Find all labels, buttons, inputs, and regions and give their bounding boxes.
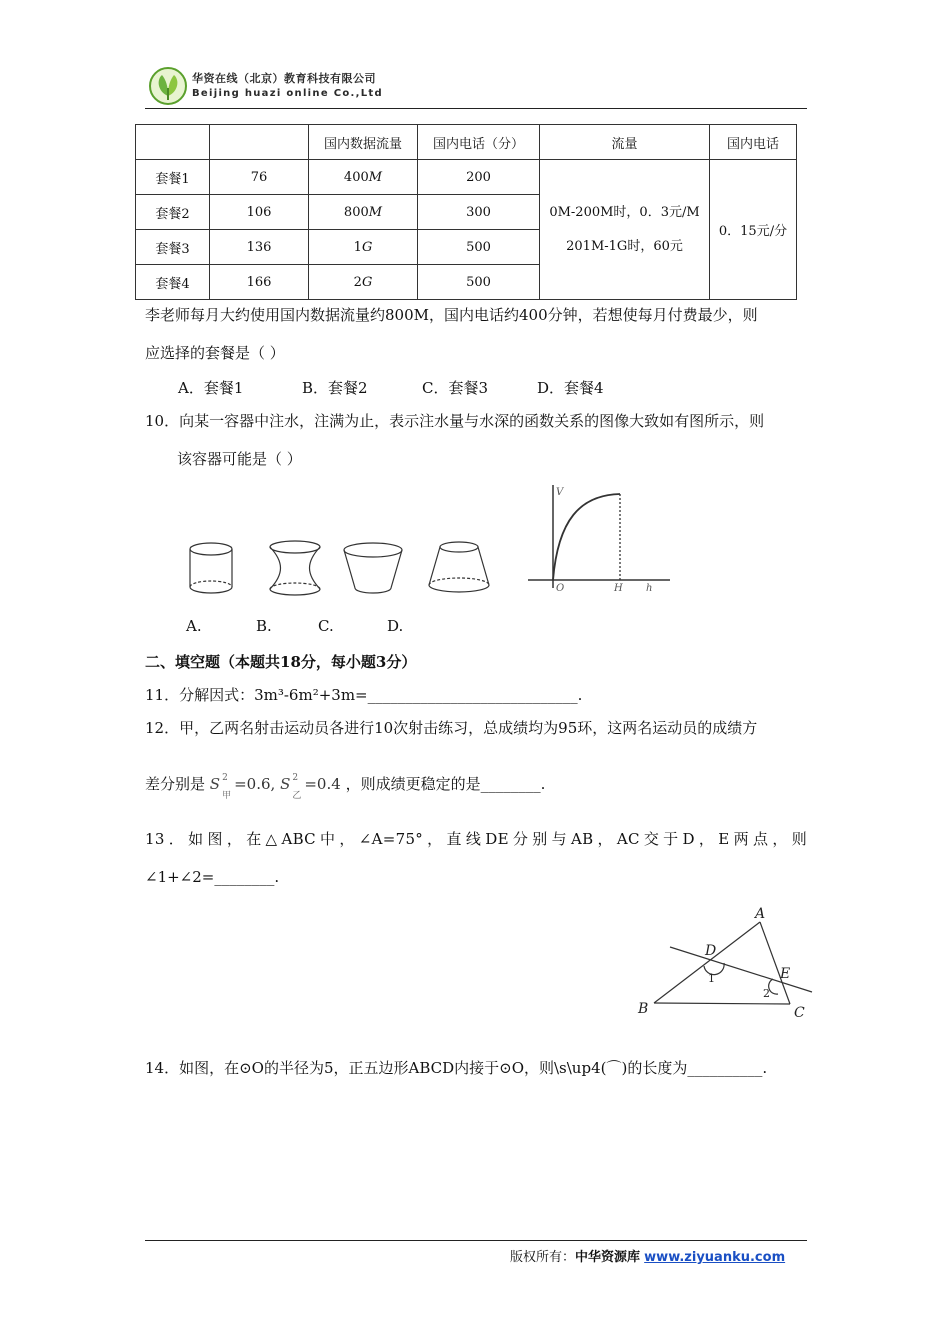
q13-line2: ∠1+∠2=________.	[145, 868, 280, 886]
label-e: E	[780, 966, 791, 982]
q12-subsup	[220, 773, 234, 801]
plan-data: 800M	[309, 195, 418, 230]
q12-sup: 2	[222, 773, 228, 783]
q12-sup2: 2	[292, 773, 299, 783]
company-name-en: Beijing huazi online Co.,Ltd	[192, 88, 383, 99]
table-header-cell: 国内数据流量	[309, 125, 418, 160]
q14: 14．如图，在⊙O的半径为5，正五边形ABCD内接于⊙O，则\s\up4(⌒)的长度为__________.	[145, 1059, 768, 1077]
volume-curve	[553, 494, 620, 580]
h-mark-label: H	[614, 583, 623, 594]
label-d: D	[705, 943, 717, 959]
q10-option-c: C.	[318, 617, 334, 635]
label-b: B	[638, 1001, 649, 1017]
plan-name: 套餐1	[136, 160, 210, 195]
table-header-cell	[136, 125, 210, 160]
q12-subsup2	[290, 773, 304, 801]
flow-pricing-line: 0M-200M时，0．3元/M	[549, 204, 700, 220]
q12-sub1: 甲	[222, 791, 232, 801]
q9-option-c: C．套餐3	[422, 379, 489, 397]
q11	[145, 684, 582, 706]
q12-val1: =0.6,	[234, 775, 276, 793]
q12-val2: =0.4	[304, 775, 341, 793]
table-header-cell: 国内电话	[710, 125, 797, 160]
container-d-icon	[429, 542, 489, 592]
side-bc	[654, 1003, 790, 1004]
container-c-icon	[344, 543, 402, 593]
table-header-cell: 流量	[540, 125, 710, 160]
plan-name: 套餐3	[136, 230, 210, 265]
plan-name: 套餐4	[136, 265, 210, 300]
q13-line1: 13．如图，在△ABC中，∠A=75°，直线DE分别与AB，AC交于D，E两点，则	[145, 830, 807, 848]
label-c: C	[794, 1005, 805, 1021]
q9-option-a: A．套餐1	[178, 379, 244, 397]
section-heading: 二、填空题（本题共18分，每小题3分）	[145, 653, 417, 671]
q11-end: .	[577, 686, 583, 704]
plan-price: 76	[210, 160, 309, 195]
flow-pricing	[540, 160, 710, 300]
table-header-row	[136, 125, 797, 160]
header-divider	[145, 108, 807, 109]
plan-data: 2G	[309, 265, 418, 300]
table-header-cell: 国内电话（分）	[418, 125, 540, 160]
flow-pricing-line: 201M-1G时，60元	[566, 238, 683, 254]
o-label: O	[556, 583, 565, 594]
plans-table	[135, 124, 797, 300]
plan-minutes: 500	[418, 230, 540, 265]
q12-sub2: 乙	[292, 791, 302, 801]
plan-name: 套餐2	[136, 195, 210, 230]
q10-option-a: A.	[186, 617, 202, 635]
side-ab	[654, 922, 760, 1003]
q11-prefix: 11．分解因式：3m³-6m²+3m=	[145, 686, 368, 704]
q9-line2: 应选择的套餐是（ ）	[145, 344, 285, 362]
plan-price: 166	[210, 265, 309, 300]
plan-data: 1G	[309, 230, 418, 265]
q12-s: S	[209, 775, 221, 793]
company-name-cn: 华资在线（北京）教育科技有限公司	[192, 72, 376, 85]
q9-option-b: B．套餐2	[302, 379, 368, 397]
footer-divider	[145, 1240, 807, 1241]
q10-option-b: B.	[256, 617, 272, 635]
q12-s2: S	[280, 775, 291, 793]
plan-price: 136	[210, 230, 309, 265]
phone-rate: 0．15元/分	[710, 160, 797, 300]
plan-minutes: 300	[418, 195, 540, 230]
plan-minutes: 200	[418, 160, 540, 195]
label-a: A	[755, 906, 766, 922]
footer-brand: 中华资源库	[575, 1250, 641, 1265]
footer-link[interactable]: www.ziyuanku.com	[644, 1250, 786, 1265]
label-angle-1: 1	[708, 972, 715, 985]
q11-blank: ____________________________	[367, 686, 578, 704]
line-de	[670, 947, 812, 992]
q9-option-d: D．套餐4	[537, 379, 604, 397]
footer-label: 版权所有：	[510, 1250, 576, 1265]
q10-option-d: D.	[387, 617, 404, 635]
q12-line2	[145, 773, 546, 801]
q12-suffix: ，则成绩更稳定的是________.	[345, 775, 546, 793]
q10-line1: 10．向某一容器中注水，注满为止，表示注水量与水深的函数关系的图像大致如有图所示，则	[145, 412, 765, 430]
company-logo	[148, 66, 188, 106]
q12-line1: 12．甲，乙两名射击运动员各进行10次射击练习，总成绩均为95环，这两名运动员的成绩方	[145, 719, 758, 737]
table-header-cell	[210, 125, 309, 160]
q9-line1: 李老师每月大约使用国内数据流量约800M，国内电话约400分钟，若想使每月付费最少，则	[145, 306, 758, 324]
q10-line2: 该容器可能是（ ）	[177, 450, 302, 468]
plan-data: 400M	[309, 160, 418, 195]
container-a-icon	[190, 543, 232, 593]
label-angle-2: 2	[763, 987, 770, 1000]
v-label: V	[556, 487, 564, 498]
footer	[510, 1246, 785, 1265]
q10-figures	[180, 480, 680, 605]
plan-minutes: 500	[418, 265, 540, 300]
q13-triangle-figure	[630, 900, 820, 1025]
plan-price: 106	[210, 195, 309, 230]
q12-prefix: 差分别是	[145, 775, 206, 793]
container-b-icon	[270, 541, 320, 595]
volume-depth-graph	[528, 485, 670, 594]
h-axis-label: h	[646, 583, 653, 594]
table-row	[136, 160, 797, 195]
